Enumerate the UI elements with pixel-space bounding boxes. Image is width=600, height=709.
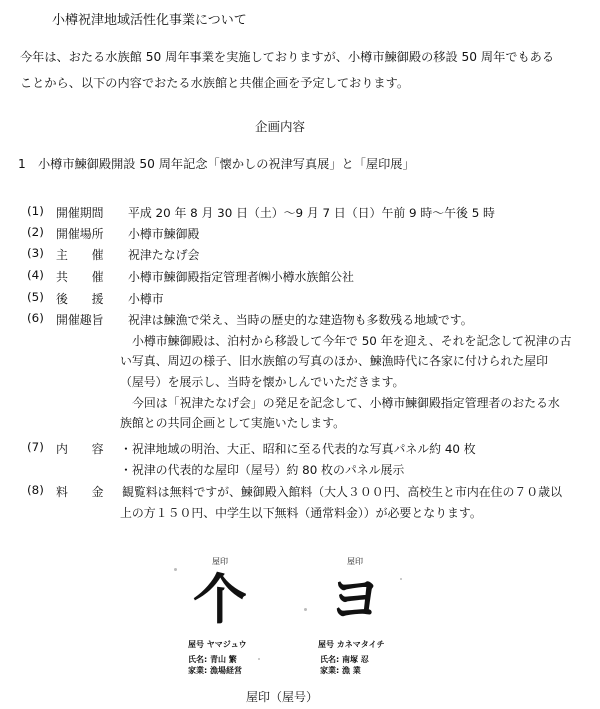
purpose-line: い写真、周辺の様子、旧水族館の写真のほか、鰊漁時代に各家に付けられた屋印 xyxy=(120,354,549,368)
item-label: 開催期間 xyxy=(56,206,104,220)
item-label: 開催趣旨 xyxy=(56,313,104,327)
item-label: 主 催 xyxy=(56,248,104,262)
stamp-header: 屋印 xyxy=(347,557,363,566)
yajirushi-stamp-yamajuu xyxy=(168,548,272,678)
kanemataichi-mark-icon: ヨ xyxy=(328,568,382,631)
stamp-yago: 屋号 ヤマジュウ xyxy=(188,640,247,649)
item-number: (7) xyxy=(27,440,44,454)
purpose-line: 小樽市鰊御殿は、泊村から移設して今年で 50 年を迎え、それを記念して祝津の古 xyxy=(132,334,572,348)
item-value: 小樽市 xyxy=(128,292,164,306)
yamajuu-mark-icon: 个 xyxy=(193,568,247,631)
yajirushi-stamp-kanemataichi xyxy=(300,548,410,678)
item-value: 祝津は鰊漁で栄え、当時の歴史的な建造物も多数残る地域です。 xyxy=(128,313,473,327)
stamp-header: 屋印 xyxy=(212,557,228,566)
stamp-yago: 屋号 カネマタイチ xyxy=(318,640,385,649)
stamp-caption: 屋印（屋号） xyxy=(246,690,319,704)
stamp-owner: 家業: 漁 業 xyxy=(320,666,361,675)
purpose-line: 族館との共同企画として実施いたします。 xyxy=(120,416,345,430)
intro-line-1: 今年は、おたる水族館 50 周年事業を実施しておりますが、小樽市鰊御殿の移設 50 周年でもある xyxy=(20,50,555,64)
item-number: (6) xyxy=(27,311,44,325)
item-label: 内 容 xyxy=(56,442,104,456)
item-number: (3) xyxy=(27,246,44,260)
stamp-name: 氏名: 青山 繁 xyxy=(188,655,237,664)
intro-line-2: ことから、以下の内容でおたる水族館と共催企画を予定しております。 xyxy=(20,76,410,90)
item-number: (4) xyxy=(27,268,44,282)
content-line: ・祝津の代表的な屋印（屋号）約 80 枚のパネル展示 xyxy=(120,463,405,477)
fee-line: 観覧料は無料ですが、鰊御殿入館料（大人３００円、高校生と市内在住の７０歳以 xyxy=(122,485,562,499)
item-value: 小樽市鰊御殿 xyxy=(128,227,200,241)
purpose-line: 今回は「祝津たなげ会」の発足を記念して、小樽市鰊御殿指定管理者のおたる水 xyxy=(132,396,560,410)
item-number: (8) xyxy=(27,483,44,497)
content-line: ・祝津地域の明治、大正、昭和に至る代表的な写真パネル約 40 枚 xyxy=(120,442,476,456)
document-title: 小樽祝津地域活性化事業について xyxy=(52,13,247,28)
item-label: 開催場所 xyxy=(56,227,104,241)
item-value: 小樽市鰊御殿指定管理者㈱小樽水族館公社 xyxy=(128,270,354,284)
purpose-line: （屋号）を展示し、当時を懐かしんでいただきます。 xyxy=(120,375,405,389)
item-number: (5) xyxy=(27,290,44,304)
item-label: 後 援 xyxy=(56,292,104,306)
item-label: 料 金 xyxy=(56,485,104,499)
fee-line: 上の方１５０円、中学生以下無料（通常料金））が必要となります。 xyxy=(120,506,482,520)
item-number: (1) xyxy=(27,204,44,218)
item-label: 共 催 xyxy=(56,270,104,284)
item-value: 祝津たなげ会 xyxy=(128,248,200,262)
stamp-owner: 家業: 漁場経営 xyxy=(188,666,242,675)
stamp-name: 氏名: 南塚 忍 xyxy=(320,655,369,664)
item-number: (2) xyxy=(27,225,44,239)
section-heading: 企画内容 xyxy=(255,119,306,134)
section-1-title: 1 小樽市鰊御殿開設 50 周年記念「懐かしの祝津写真展」と「屋印展」 xyxy=(18,157,415,171)
item-value: 平成 20 年 8 月 30 日（土）～9 月 7 日（日）午前 9 時～午後 5 時 xyxy=(128,206,495,220)
